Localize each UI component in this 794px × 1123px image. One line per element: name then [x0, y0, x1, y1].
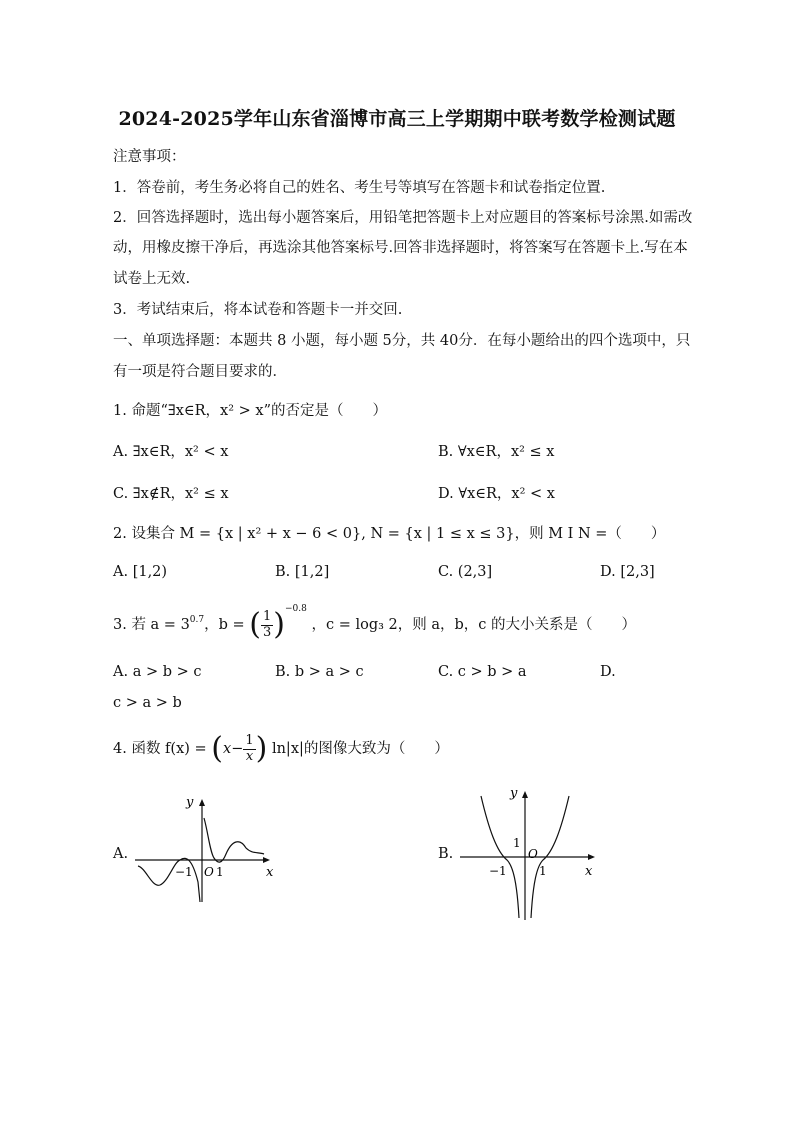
- page-title: 2024-2025学年山东省淄博市高三上学期期中联考数学检测试题: [118, 108, 676, 130]
- graph-b-neg1-label: −1: [489, 864, 507, 878]
- question-3-fraction-numerator: 1: [263, 609, 272, 625]
- question-4-option-b[interactable]: B.: [438, 846, 454, 862]
- question-2-option-d[interactable]: D. [2,3]: [600, 564, 655, 580]
- left-paren: (: [211, 731, 223, 766]
- question-3-option-a[interactable]: A. a > b > c: [113, 664, 202, 680]
- question-3-stem-part-c: ，c = log₃ 2，则 a，b，c 的大小关系是（ ）: [311, 617, 637, 633]
- curve-right: [204, 818, 264, 862]
- graph-a-neg1-label: −1: [175, 865, 193, 879]
- right-paren: ): [255, 731, 268, 766]
- question-3-stem-part-b: ，b =: [204, 617, 245, 633]
- y-axis-arrow: [199, 799, 205, 806]
- question-4-option-a[interactable]: A.: [113, 846, 129, 862]
- question-2-option-c[interactable]: C. (2,3]: [438, 564, 493, 580]
- graph-a-origin-label: O: [204, 865, 214, 879]
- question-3-exponent-b: −0.8: [285, 604, 307, 614]
- question-4-stem-part-b: ln|x|的图像大致为（ ）: [271, 741, 449, 757]
- graph-a-x-label: x: [266, 865, 274, 880]
- question-1-option-a[interactable]: A. ∃x∈R，x² < x: [113, 444, 229, 460]
- question-4-stem: 4. 函数 f(x) = (x− $\frac{1}{x}$ ) ln|x|的图像大致为（ ）: [113, 731, 449, 766]
- question-1-stem: 1. 命题“∃x∈R，x² > x”的否定是（ ）: [113, 403, 387, 419]
- question-3-fraction-denominator: 3: [263, 624, 272, 640]
- question-2-option-b[interactable]: B. [1,2]: [275, 564, 330, 580]
- notice-heading: 注意事项：: [113, 149, 186, 165]
- question-3-option-b[interactable]: B. b > a > c: [275, 664, 364, 680]
- question-2-stem: 2. 设集合 M = {x | x² + x − 6 < 0}, N = {x | 1 ≤ x ≤ 3}，则 M I N =（ ）: [113, 526, 666, 542]
- question-1-option-c[interactable]: C. ∃x∉R，x² ≤ x: [113, 486, 229, 502]
- notice-item-2-line-2: 动，用橡皮擦干净后，再选涂其他答案标号.回答非选择题时，将答案写在答题卡上.写在本: [113, 240, 688, 256]
- notice-item-3: 3．考试结束后，将本试卷和答题卡一并交回.: [113, 302, 403, 318]
- y-axis-arrow: [522, 791, 528, 798]
- question-3-option-c[interactable]: C. c > b > a: [438, 664, 527, 680]
- question-2-option-a[interactable]: A. [1,2): [113, 564, 168, 580]
- graph-a-y-label: y: [186, 795, 194, 810]
- notice-item-2-line-1: 2．回答选择题时，选出每小题答案后，用铅笔把答题卡上对应题目的答案标号涂黑.如需改: [113, 210, 693, 226]
- graph-b-x-label: x: [585, 864, 593, 879]
- question-4-stem-part-a: 4. 函数 f(x) =: [113, 741, 207, 757]
- graph-b-one-x-label: 1: [539, 864, 547, 878]
- question-3-exponent-a: 0.7: [189, 615, 205, 625]
- question-4-fraction-denominator: x: [245, 748, 254, 764]
- variable-x: x: [223, 741, 232, 757]
- question-1-option-b[interactable]: B. ∀x∈R，x² ≤ x: [438, 444, 555, 460]
- question-3-option-d-value[interactable]: c > a > b: [113, 695, 182, 711]
- question-3-stem: [113, 604, 636, 640]
- question-1-option-d[interactable]: D. ∀x∈R，x² < x: [438, 486, 555, 502]
- left-paren: (: [249, 607, 261, 642]
- question-3-option-d[interactable]: D.: [600, 664, 616, 680]
- graph-b-y-label: y: [510, 786, 518, 801]
- question-3-fraction: [261, 610, 273, 640]
- question-4-graph-b[interactable]: [455, 782, 605, 922]
- notice-item-2-line-3: 试卷上无效.: [113, 271, 191, 287]
- x-axis-arrow: [263, 857, 270, 863]
- section-heading-line-2: 有一项是符合题目要求的．: [113, 364, 287, 380]
- question-4-fraction-numerator: 1: [245, 733, 254, 749]
- question-4-graph-a[interactable]: [130, 790, 280, 910]
- graph-a-one-label: 1: [216, 865, 224, 879]
- question-3-stem-part-a: 3. 若 a = 3: [113, 617, 190, 633]
- question-4-fraction: [243, 734, 255, 764]
- graph-b-one-y-label: 1: [513, 836, 521, 850]
- notice-item-1: 1．答卷前，考生务必将自己的姓名、考生号等填写在答题卡和试卷指定位置.: [113, 180, 606, 196]
- x-axis-arrow: [588, 854, 595, 860]
- right-paren: ): [273, 607, 285, 642]
- graph-b-origin-label: O: [528, 847, 538, 861]
- section-heading-line-1: 一、单项选择题：本题共 8 小题，每小题 5分，共 40分．在每小题给出的四个选项中，只: [113, 333, 691, 349]
